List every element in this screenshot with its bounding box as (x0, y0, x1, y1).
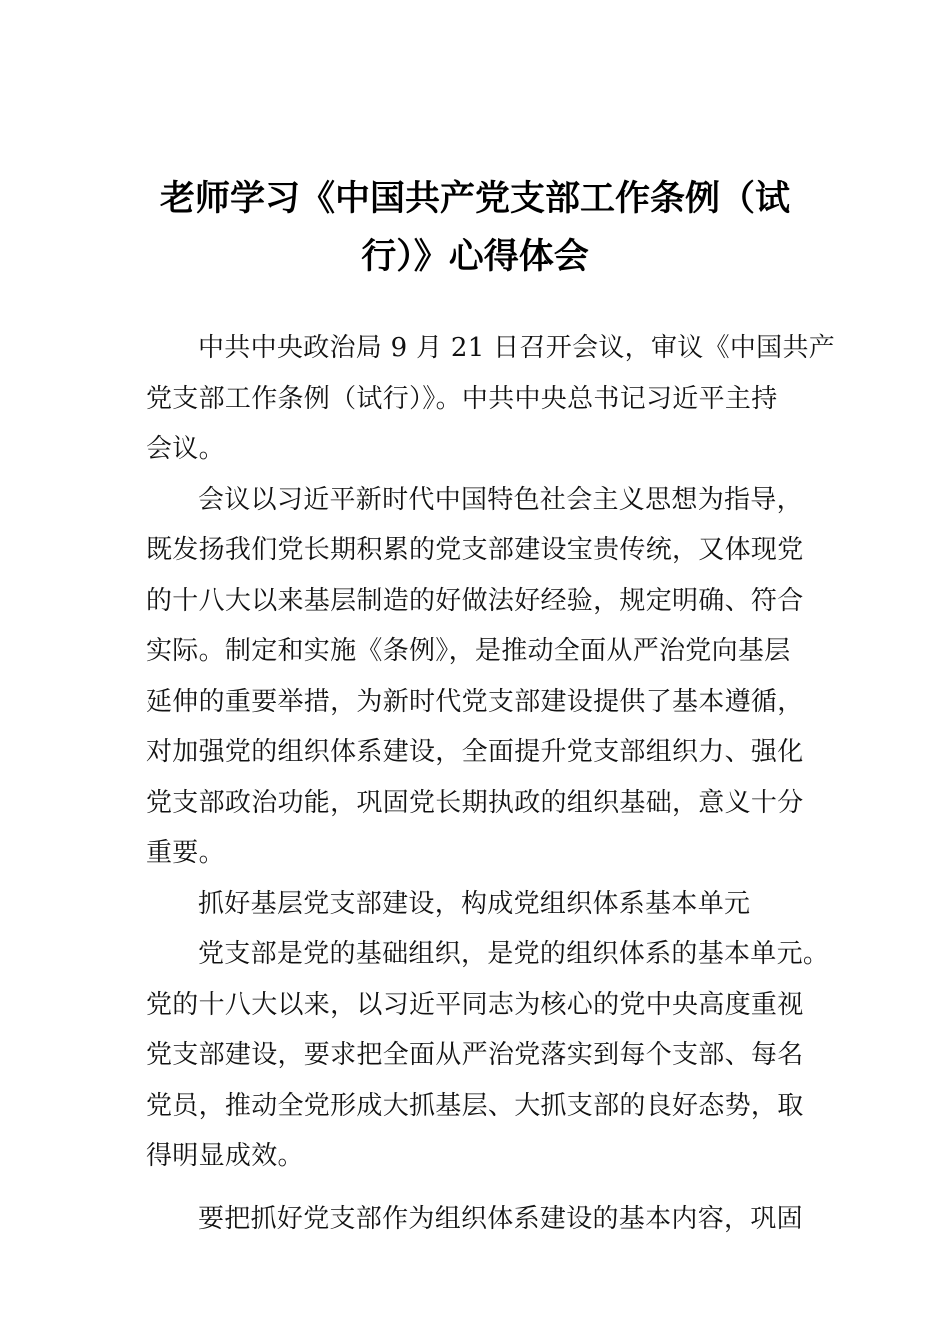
document-body (146, 323, 846, 1244)
title-line: 行）》心得体会 (361, 237, 589, 277)
body-line: 延伸的重要举措，为新时代党支部建设提供了基本遵循， (146, 686, 804, 717)
title-line: 老师学习《中国共产党支部工作条例（试 (159, 179, 790, 219)
body-line: 中共中央政治局 9 月 21 日召开会议，审议《中国共产 (198, 333, 836, 363)
body-line: 会议以习近平新时代中国特色社会主义思想为指导， (198, 484, 803, 515)
body-line: 实际。制定和实施《条例》，是推动全面从严治党向基层 (146, 636, 791, 666)
body-line: 党支部政治功能，巩固党长期执政的组织基础，意义十分 (146, 787, 804, 818)
document-title (140, 170, 810, 286)
body-line: 会议。 (146, 434, 225, 464)
paragraph-gap (146, 1182, 846, 1194)
section-heading: 抓好基层党支部建设，构成党组织体系基本单元 (198, 888, 751, 919)
body-line: 要把抓好党支部作为组织体系建设的基本内容，巩固 (198, 1203, 803, 1234)
body-line: 对加强党的组织体系建设，全面提升党支部组织力、强化 (146, 737, 804, 767)
body-line: 党员，推动全党形成大抓基层、大抓支部的良好态势，取 (146, 1090, 804, 1121)
body-line: 党支部是党的基础组织，是党的组织体系的基本单元。 (198, 939, 830, 969)
body-line: 党支部工作条例（试行）》。中共中央总书记习近平主持 (146, 383, 778, 414)
body-line: 重要。 (146, 838, 225, 868)
body-line: 党的十八大以来，以习近平同志为核心的党中央高度重视 (146, 989, 804, 1020)
body-line: 得明显成效。 (146, 1141, 304, 1171)
body-line: 的十八大以来基层制造的好做法好经验，规定明确、符合 (146, 585, 804, 616)
body-line: 既发扬我们党长期积累的党支部建设宝贵传统，又体现党 (146, 535, 804, 565)
body-line: 党支部建设，要求把全面从严治党落实到每个支部、每名 (146, 1040, 804, 1070)
